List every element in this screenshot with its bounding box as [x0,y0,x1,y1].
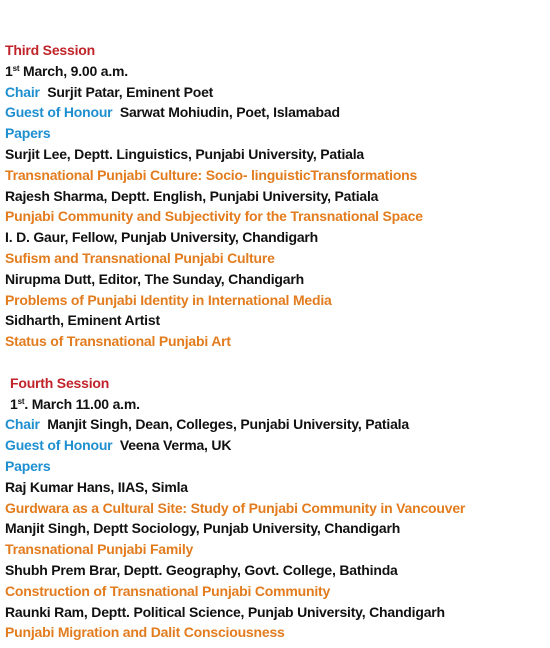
date-suffix: st [12,63,20,73]
guest-line [5,102,545,123]
guest-line [5,435,545,456]
guest-label: Guest of Honour [5,104,113,121]
guest-label: Guest of Honour [5,437,113,454]
chair-label: Chair [5,83,40,100]
paper-speaker: Nirupma Dutt, Editor, The Sunday, Chandigarh [5,270,304,287]
paper-speaker: I. D. Gaur, Fellow, Punjab University, Chandigarh [5,229,319,246]
date-suffix: st [17,396,25,406]
paper-title: Punjabi Community and Subjectivity for the Transnational Space [5,208,423,225]
paper-title: Transnational Punjabi Culture: Socio- linguisticTransformations [5,166,418,183]
third-session [5,40,545,352]
fourth-session [5,373,545,643]
paper-speaker: Surjit Lee, Deptt. Linguistics, Punjabi University, Patiala [5,145,365,162]
papers-label: Papers [5,125,51,142]
paper-title: Problems of Punjabi Identity in International Media [5,291,332,308]
chair-value: Surjit Patar, Eminent Poet [47,83,214,100]
session-date [5,61,545,82]
chair-line [5,414,545,435]
section-spacer [5,352,545,373]
date-day: 1 [10,395,18,412]
paper-title: Sufism and Transnational Punjabi Culture [5,249,275,266]
session-heading: Third Session [5,42,95,58]
papers-label: Papers [5,457,51,474]
date-rest: . March 11.00 a.m. [24,395,140,412]
session-heading: Fourth Session [10,374,110,391]
paper-speaker: Raj Kumar Hans, IIAS, Simla [5,478,188,495]
paper-title: Transnational Punjabi Family [5,541,194,558]
paper-title: Status of Transnational Punjabi Art [5,333,231,350]
paper-title: Punjabi Migration and Dalit Consciousness [5,624,285,641]
date-rest: March, 9.00 a.m. [19,62,128,79]
paper-speaker: Sidharth, Eminent Artist [5,312,160,329]
guest-value: Sarwat Mohiudin, Poet, Islamabad [119,104,340,121]
paper-speaker: Raunki Ram, Deptt. Political Science, Punjab University, Chandigarh [5,603,445,620]
paper-speaker: Shubh Prem Brar, Deptt. Geography, Govt. College, Bathinda [5,561,398,578]
paper-speaker: Rajesh Sharma, Deptt. English, Punjabi University, Patiala [5,187,379,204]
paper-title: Gurdwara as a Cultural Site: Study of Punjabi Community in Vancouver [5,499,466,516]
chair-value: Manjit Singh, Dean, Colleges, Punjabi University, Patiala [47,416,409,433]
guest-value: Veena Verma, UK [119,437,232,454]
session-date [5,394,545,415]
paper-title: Construction of Transnational Punjabi Community [5,582,331,599]
date-day: 1 [5,62,13,79]
paper-speaker: Manjit Singh, Deptt Sociology, Punjab University, Chandigarh [5,520,401,537]
program-document [5,40,545,643]
chair-label: Chair [5,416,40,433]
chair-line [5,82,545,103]
